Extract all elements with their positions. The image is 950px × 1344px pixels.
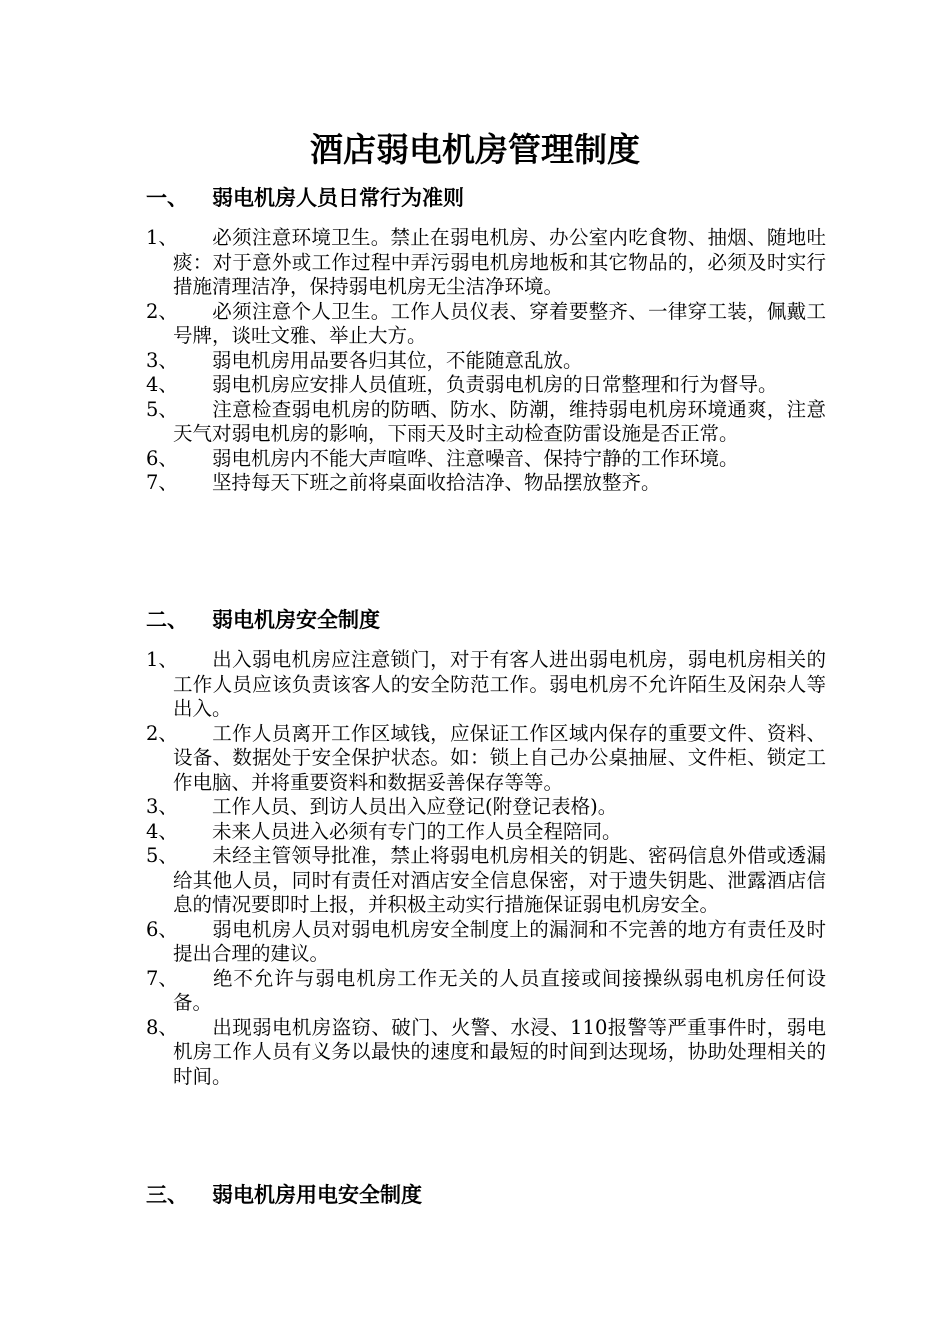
section-title: 弱电机房用电安全制度 bbox=[212, 1183, 422, 1207]
list-item bbox=[146, 226, 826, 300]
item-number: 7、 bbox=[146, 966, 178, 990]
item-text: 工作人员离开工作区域钱，应保证工作区域内保存的重要文件、资料、设备、数据处于安全保护状态。如：锁上自己办公桌抽屉、文件柜、锁定工作电脑、并将重要资料和数据妥善保存等等。 bbox=[173, 721, 826, 794]
section-title: 弱电机房人员日常行为准则 bbox=[212, 186, 464, 210]
section-electrical-safety bbox=[146, 1175, 826, 1215]
list-item bbox=[146, 722, 826, 796]
item-number: 5、 bbox=[146, 844, 178, 867]
list-item bbox=[146, 967, 826, 1016]
item-number: 3、 bbox=[146, 795, 178, 818]
list-item bbox=[146, 918, 826, 967]
item-text: 绝不允许与弱电机房工作无关的人员直接或间接操纵弱电机房任何设备。 bbox=[173, 966, 826, 1014]
section-heading bbox=[146, 1175, 826, 1215]
section-daily-conduct bbox=[146, 178, 826, 496]
section-number: 一、 bbox=[146, 186, 188, 210]
list-item bbox=[146, 300, 826, 349]
item-text: 注意检查弱电机房的防晒、防水、防潮，维持弱电机房环境通爽，注意天气对弱电机房的影响，下雨天及时主动检查防雷设施是否正常。 bbox=[173, 397, 826, 445]
item-number: 5、 bbox=[146, 397, 178, 421]
item-number: 7、 bbox=[146, 471, 178, 494]
item-text: 弱电机房人员对弱电机房安全制度上的漏洞和不完善的地方有责任及时提出合理的建议。 bbox=[173, 917, 826, 965]
item-text: 工作人员、到访人员出入应登记(附登记表格)。 bbox=[212, 795, 618, 818]
list-item bbox=[146, 820, 826, 845]
list-item bbox=[146, 795, 826, 820]
item-number: 2、 bbox=[146, 721, 178, 745]
item-text: 弱电机房应安排人员值班，负责弱电机房的日常整理和行为督导。 bbox=[212, 373, 778, 396]
list-item bbox=[146, 1016, 826, 1090]
item-number: 6、 bbox=[146, 446, 178, 470]
list-item bbox=[146, 398, 826, 447]
document-title: 酒店弱电机房管理制度 bbox=[310, 130, 640, 169]
item-number: 2、 bbox=[146, 299, 178, 323]
list-item bbox=[146, 844, 826, 918]
item-text: 未来人员进入必须有专门的工作人员全程陪同。 bbox=[212, 819, 622, 843]
list-item bbox=[146, 648, 826, 722]
section-heading bbox=[146, 600, 826, 640]
list-item bbox=[146, 349, 826, 374]
item-text: 必须注意个人卫生。工作人员仪表、穿着要整齐、一律穿工装，佩戴工号牌，谈吐文雅、举止大方。 bbox=[173, 299, 826, 347]
item-number: 6、 bbox=[146, 917, 178, 941]
item-number: 3、 bbox=[146, 348, 178, 372]
list-item bbox=[146, 373, 826, 398]
item-list bbox=[146, 648, 826, 1089]
section-heading bbox=[146, 178, 826, 218]
item-list bbox=[146, 226, 826, 496]
item-text: 出入弱电机房应注意锁门，对于有客人进出弱电机房，弱电机房相关的工作人员应该负责该客人的安全防范工作。弱电机房不允许陌生及闲杂人等出入。 bbox=[173, 648, 826, 720]
item-number: 8、 bbox=[146, 1015, 178, 1039]
item-text: 必须注意环境卫生。禁止在弱电机房、办公室内吃食物、抽烟、随地吐痰：对于意外或工作过程中弄污弱电机房地板和其它物品的，必须及时实行措施清理洁净，保持弱电机房无尘洁净环境。 bbox=[173, 226, 826, 298]
item-number: 1、 bbox=[146, 226, 178, 249]
item-number: 1、 bbox=[146, 648, 178, 671]
item-text: 坚持每天下班之前将桌面收拾洁净、物品摆放整齐。 bbox=[212, 471, 661, 494]
item-number: 4、 bbox=[146, 373, 178, 396]
list-item bbox=[146, 471, 826, 496]
section-security bbox=[146, 600, 826, 1089]
item-text: 弱电机房用品要各归其位，不能随意乱放。 bbox=[212, 348, 583, 372]
list-item bbox=[146, 447, 826, 472]
item-text: 弱电机房内不能大声喧哗、注意噪音、保持宁静的工作环境。 bbox=[212, 446, 739, 470]
section-number: 三、 bbox=[146, 1183, 188, 1207]
section-number: 二、 bbox=[146, 608, 188, 632]
item-text: 未经主管领导批准，禁止将弱电机房相关的钥匙、密码信息外借或透漏给其他人员，同时有责任对酒店安全信息保密，对于遗失钥匙、泄露酒店信息的情况要即时上报，并积极主动实行措施保证弱电机房安全。 bbox=[173, 844, 826, 916]
item-text: 出现弱电机房盗窃、破门、火警、水浸、110报警等严重事件时，弱电机房工作人员有义务以最快的速度和最短的时间到达现场，协助处理相关的时间。 bbox=[173, 1015, 826, 1088]
section-title: 弱电机房安全制度 bbox=[212, 608, 380, 632]
item-number: 4、 bbox=[146, 819, 178, 843]
